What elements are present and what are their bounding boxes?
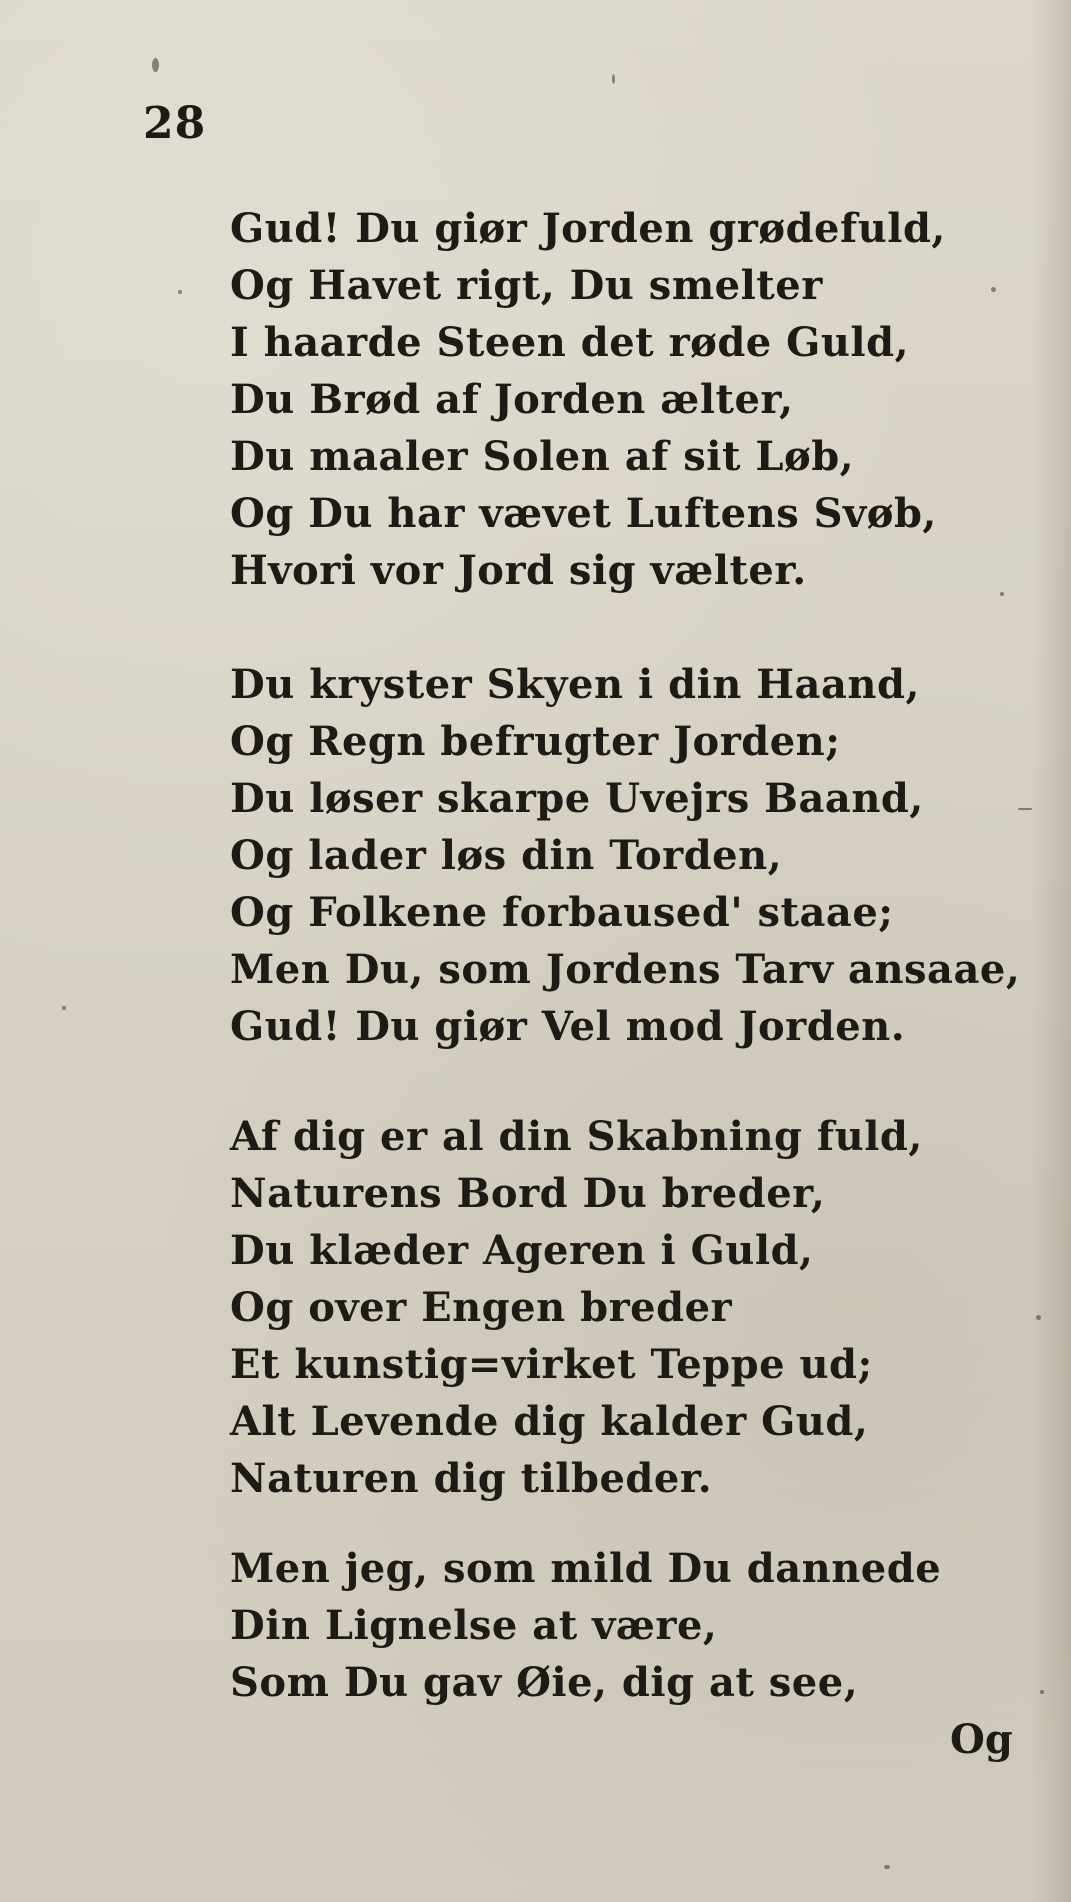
poem-line: Og lader løs din Torden, [230, 832, 783, 879]
stanza [230, 200, 946, 599]
page-number: 28 [143, 98, 207, 149]
poem-line: Men jeg, som mild Du dannede [230, 1545, 942, 1592]
poem-line: Men Du, som Jordens Tarv ansaae, [230, 946, 1021, 993]
poem-line: Som Du gav Øie, dig at see, [230, 1659, 859, 1706]
poem-line: Og Regn befrugter Jorden; [230, 718, 841, 765]
paper-speck [612, 74, 615, 84]
poem-line: Du maaler Solen af sit Løb, [230, 433, 855, 480]
poem-line: Du løser skarpe Uvejrs Baand, [230, 775, 924, 822]
poem-line: Naturen dig tilbeder. [230, 1455, 713, 1502]
poem-line: Gud! Du giør Jorden grødefuld, [230, 205, 946, 252]
page-edge-shadow [1031, 0, 1071, 1902]
paper-speck [1036, 1315, 1041, 1320]
poem-line: Gud! Du giør Vel mod Jorden. [230, 1003, 906, 1050]
paper-speck [1000, 592, 1004, 596]
catchword: Og [950, 1716, 1013, 1763]
paper-speck [1040, 1690, 1044, 1694]
paper-speck [178, 290, 182, 294]
poem-line: Du kryster Skyen i din Haand, [230, 661, 920, 708]
poem-line: Du Brød af Jorden ælter, [230, 376, 794, 423]
poem-line: Alt Levende dig kalder Gud, [230, 1398, 869, 1445]
poem-line: Naturens Bord Du breder, [230, 1170, 826, 1217]
poem-line: Hvori vor Jord sig vælter. [230, 547, 807, 594]
poem-line: Din Lignelse at være, [230, 1602, 718, 1649]
poem-line: Og Folkene forbaused' staae; [230, 889, 894, 936]
stanza [230, 1540, 941, 1711]
poem-line: Og Du har vævet Luftens Svøb, [230, 490, 937, 537]
poem-line: Et kunstig=virket Teppe ud; [230, 1341, 873, 1388]
poem-line: Du klæder Ageren i Guld, [230, 1227, 814, 1274]
paper-speck [62, 1006, 66, 1010]
poem-line: Og over Engen breder [230, 1284, 733, 1331]
poem-line: I haarde Steen det røde Guld, [230, 319, 909, 366]
paper-speck [884, 1865, 890, 1869]
paper-speck [991, 287, 996, 292]
stanza [230, 1108, 923, 1507]
stanza [230, 656, 1020, 1055]
poem-line: Og Havet rigt, Du smelter [230, 262, 823, 309]
poem-line: Af dig er al din Skabning fuld, [230, 1113, 923, 1160]
paper-speck [152, 58, 159, 72]
